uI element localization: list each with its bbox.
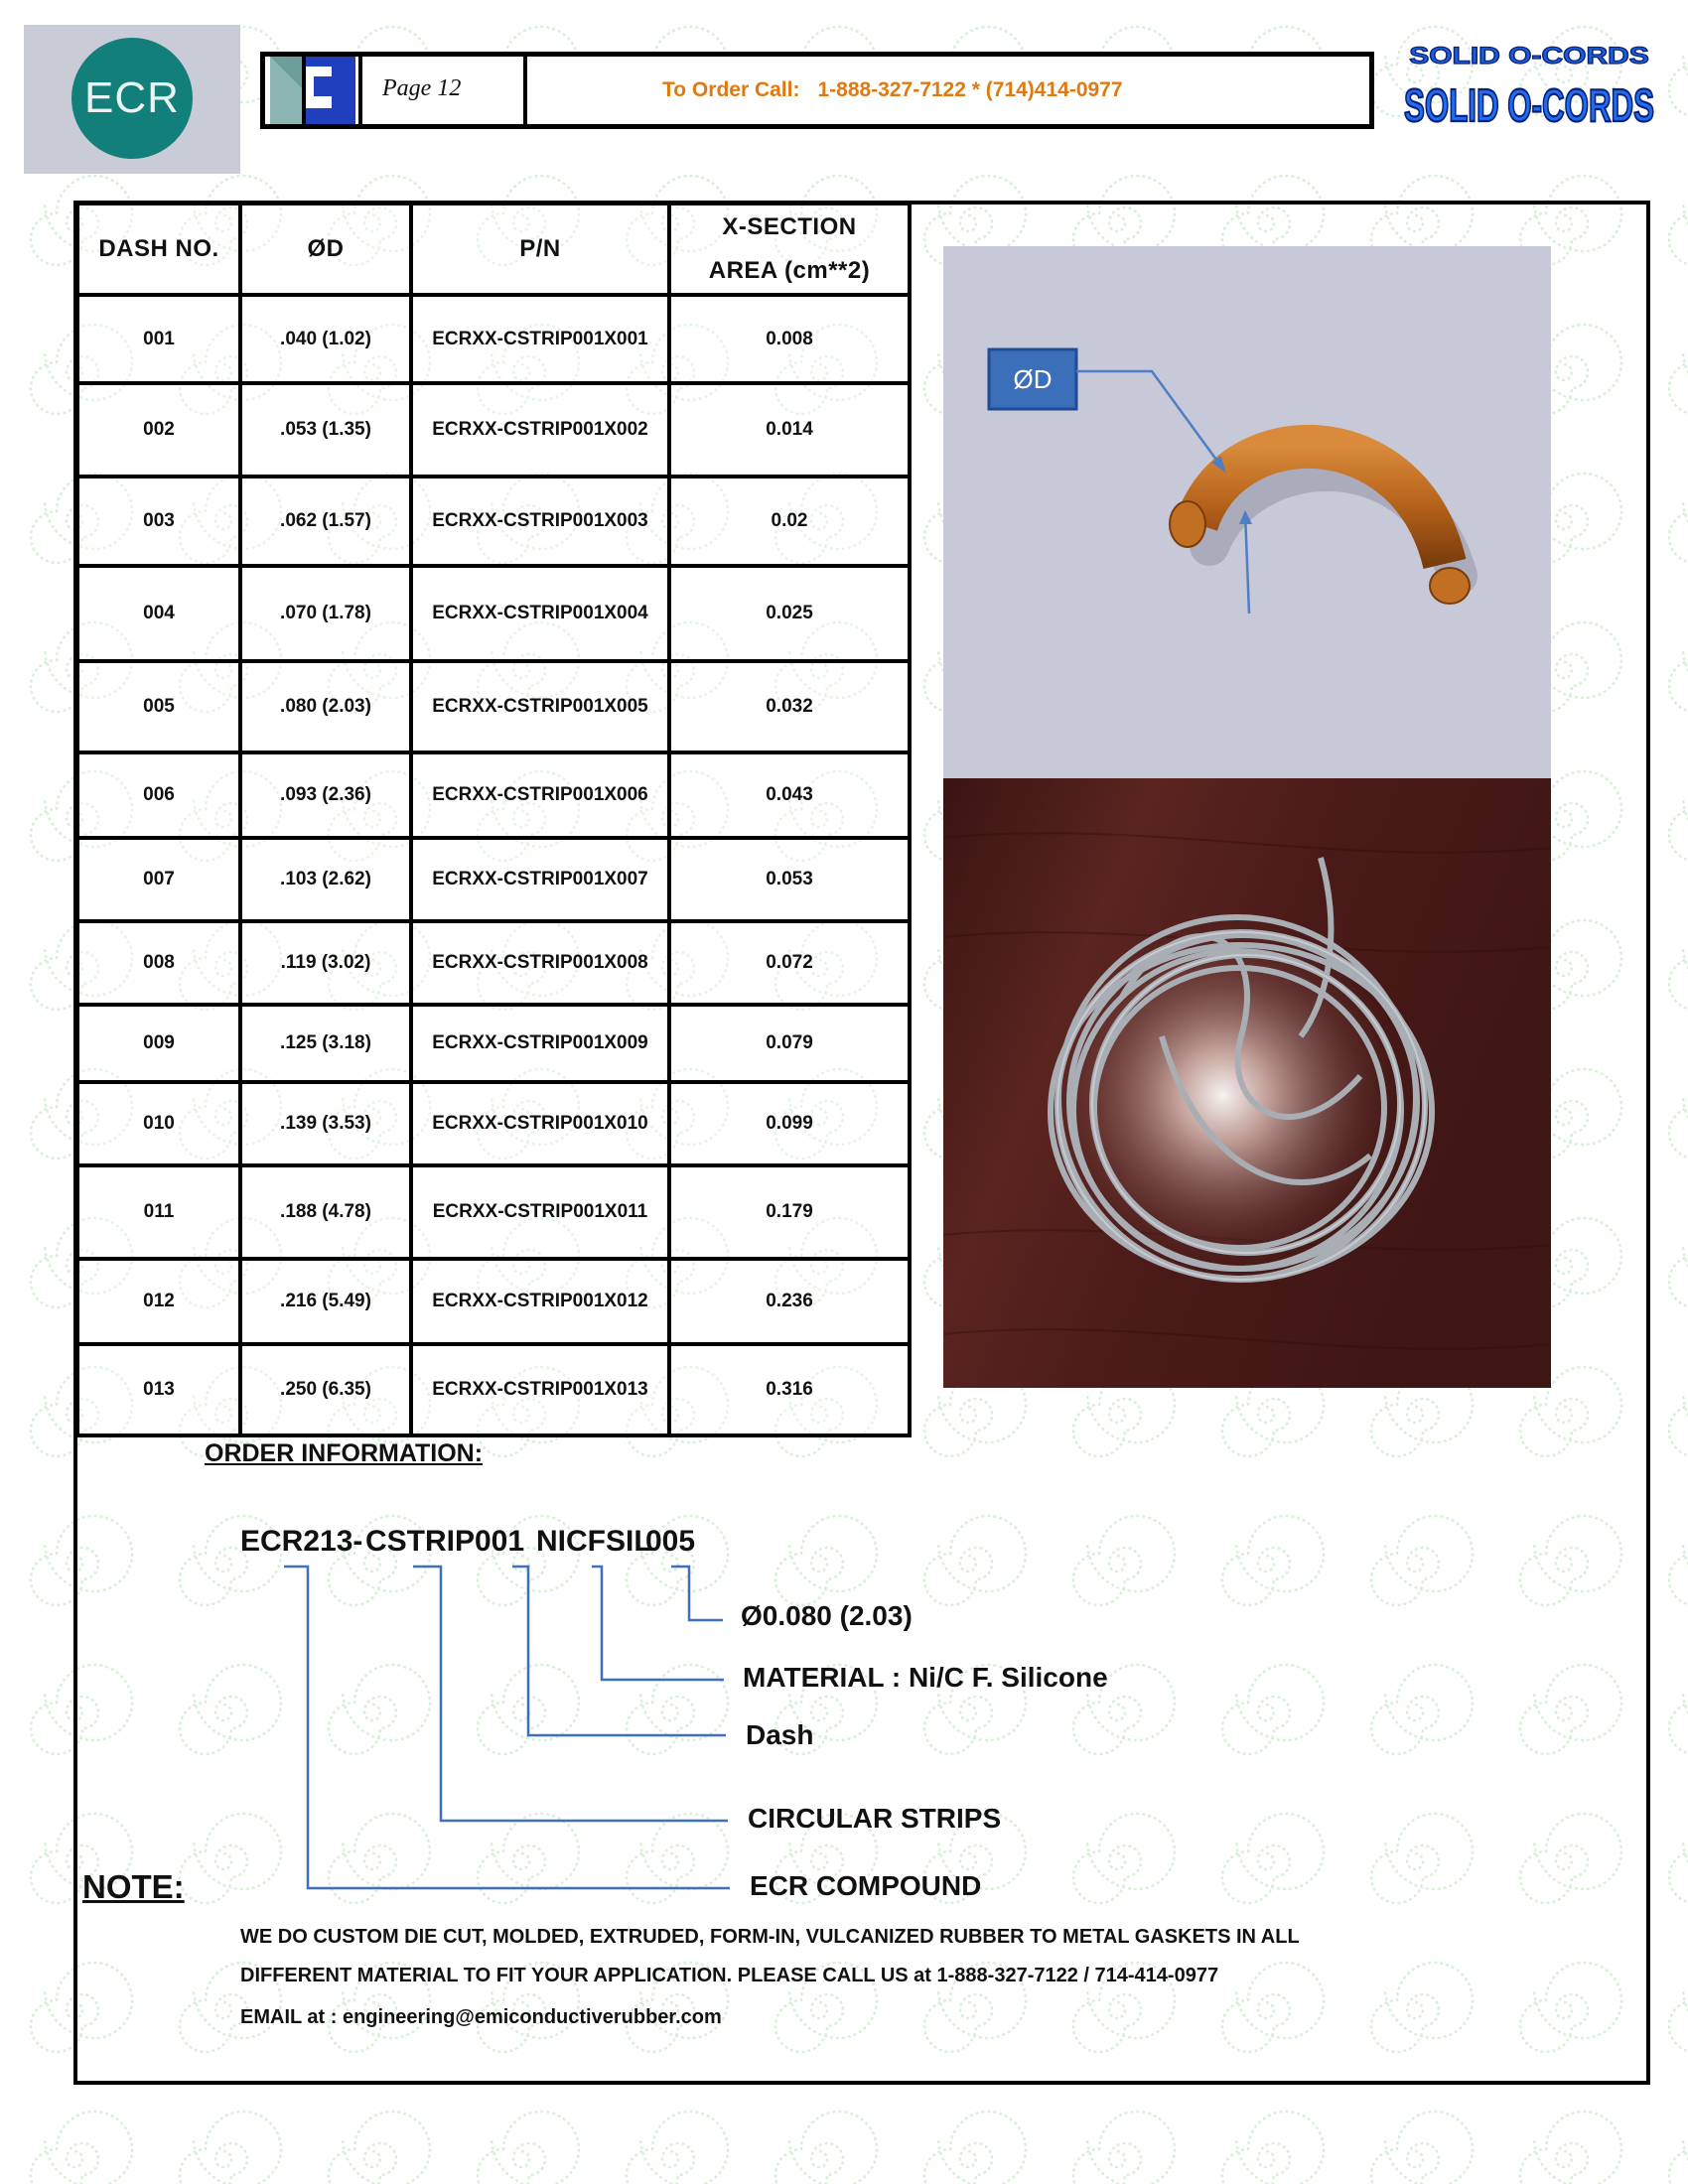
cell-xsection: 0.032	[669, 661, 910, 752]
cell-pn: ECRXX-CSTRIP001X009	[411, 1005, 669, 1082]
svg-text:SOLID O-CORDS: SOLID O-CORDS	[1409, 41, 1649, 69]
cell-pn: ECRXX-CSTRIP001X004	[411, 566, 669, 661]
table-row	[77, 752, 910, 838]
cell-dash-no: 010	[77, 1082, 240, 1165]
cell-pn: ECRXX-CSTRIP001X013	[411, 1344, 669, 1435]
cell-pn: ECRXX-CSTRIP001X006	[411, 752, 669, 838]
cell-xsection: 0.043	[669, 752, 910, 838]
od-diagram-image	[943, 246, 1551, 778]
cell-dash-no: 007	[77, 838, 240, 921]
cell-od: .119 (3.02)	[240, 921, 411, 1005]
cell-pn: ECRXX-CSTRIP001X001	[411, 295, 669, 383]
cell-dash-no: 002	[77, 383, 240, 477]
cell-od: .080 (2.03)	[240, 661, 411, 752]
cell-xsection: 0.236	[669, 1259, 910, 1344]
cell-dash-no: 006	[77, 752, 240, 838]
cell-xsection: 0.079	[669, 1005, 910, 1082]
table-row	[77, 921, 910, 1005]
table-row	[77, 383, 910, 477]
svg-text:ØD: ØD	[1013, 364, 1053, 394]
cell-dash-no: 013	[77, 1344, 240, 1435]
note-title: NOTE:	[82, 1868, 185, 1905]
code-part-compound: ECR213-	[240, 1525, 363, 1558]
cell-xsection: 0.02	[669, 477, 910, 566]
table-row	[77, 661, 910, 752]
header-divider	[523, 57, 527, 124]
cell-dash-no: 011	[77, 1165, 240, 1259]
od-label-box	[989, 349, 1076, 409]
cell-dash-no: 001	[77, 295, 240, 383]
table-row	[77, 1082, 910, 1165]
order-label: To Order Call:	[662, 78, 800, 101]
cell-dash-no: 009	[77, 1005, 240, 1082]
cell-od: .188 (4.78)	[240, 1165, 411, 1259]
solid-o-cords-logo	[1398, 40, 1660, 131]
cell-dash-no: 003	[77, 477, 240, 566]
cell-od: .125 (3.18)	[240, 1005, 411, 1082]
cell-pn: ECRXX-CSTRIP001X002	[411, 383, 669, 477]
cell-dash-no: 012	[77, 1259, 240, 1344]
cell-dash-no: 008	[77, 921, 240, 1005]
note-line: WE DO CUSTOM DIE CUT, MOLDED, EXTRUDED, FORM-IN, VULCANIZED RUBBER TO METAL GASKETS IN ALL	[240, 1926, 1300, 1948]
cell-dash-no: 004	[77, 566, 240, 661]
header-xsection: X-SECTION AREA (cm**2)	[669, 204, 910, 295]
cell-od: .103 (2.62)	[240, 838, 411, 921]
cell-od: .070 (1.78)	[240, 566, 411, 661]
table-row	[77, 1005, 910, 1082]
cell-dash-no: 005	[77, 661, 240, 752]
cell-xsection: 0.053	[669, 838, 910, 921]
code-part-dash: 001	[475, 1525, 525, 1558]
table-row	[77, 1165, 910, 1259]
cell-od: .216 (5.49)	[240, 1259, 411, 1344]
table-row	[77, 838, 910, 921]
note-line: DIFFERENT MATERIAL TO FIT YOUR APPLICATION. PLEASE CALL US at 1-888-327-7122 / 714-414-0977	[240, 1965, 1219, 1986]
table-header-row	[77, 204, 910, 295]
cell-pn: ECRXX-CSTRIP001X003	[411, 477, 669, 566]
legend-ecr-compound: ECR COMPOUND	[750, 1870, 982, 1901]
order-information-title: ORDER INFORMATION:	[205, 1439, 484, 1467]
header-divider	[358, 57, 362, 124]
header-pn: P/N	[411, 204, 669, 295]
cell-od: .093 (2.36)	[240, 752, 411, 838]
cell-pn: ECRXX-CSTRIP001X005	[411, 661, 669, 752]
page-number: Page 12	[382, 75, 462, 101]
document-icon	[270, 57, 355, 124]
cell-pn: ECRXX-CSTRIP001X007	[411, 838, 669, 921]
cell-pn: ECRXX-CSTRIP001X010	[411, 1082, 669, 1165]
table-row	[77, 477, 910, 566]
table-row	[77, 1344, 910, 1435]
cell-xsection: 0.179	[669, 1165, 910, 1259]
code-part-material: NICFSIL	[536, 1525, 652, 1558]
cell-xsection: 0.014	[669, 383, 910, 477]
cell-xsection: 0.072	[669, 921, 910, 1005]
cell-od: .250 (6.35)	[240, 1344, 411, 1435]
cell-pn: ECRXX-CSTRIP001X012	[411, 1259, 669, 1344]
svg-text:SOLID O-CORDS: SOLID O-CORDS	[1404, 79, 1654, 131]
header-bar	[260, 52, 1374, 129]
cell-xsection: 0.025	[669, 566, 910, 661]
cell-pn: ECRXX-CSTRIP001X011	[411, 1165, 669, 1259]
spec-table	[75, 202, 912, 1437]
coil-photo	[943, 778, 1551, 1388]
header-od: ØD	[240, 204, 411, 295]
legend-dash: Dash	[746, 1719, 814, 1750]
table-row	[77, 1259, 910, 1344]
table-row	[77, 566, 910, 661]
code-part-size: 005	[645, 1525, 696, 1558]
cell-xsection: 0.316	[669, 1344, 910, 1435]
cell-od: .139 (3.53)	[240, 1082, 411, 1165]
note-email: EMAIL at : engineering@emiconductiverubber.com	[240, 2006, 722, 2028]
legend-material: MATERIAL : Ni/C F. Silicone	[743, 1662, 1108, 1693]
legend-circular-strips: CIRCULAR STRIPS	[748, 1803, 1002, 1834]
cell-od: .062 (1.57)	[240, 477, 411, 566]
cell-od: .053 (1.35)	[240, 383, 411, 477]
cell-od: .040 (1.02)	[240, 295, 411, 383]
header-dash-no: DASH NO.	[77, 204, 240, 295]
legend-size: Ø0.080 (2.03)	[741, 1600, 913, 1631]
table-row	[77, 295, 910, 383]
ecr-logo: ECR	[71, 38, 193, 159]
code-part-strip: CSTRIP	[365, 1525, 476, 1558]
order-phone-number: 1-888-327-7122 * (714)414-0977	[817, 78, 1123, 101]
cell-pn: ECRXX-CSTRIP001X008	[411, 921, 669, 1005]
cell-xsection: 0.008	[669, 295, 910, 383]
order-phone-line	[662, 78, 1123, 102]
cell-xsection: 0.099	[669, 1082, 910, 1165]
